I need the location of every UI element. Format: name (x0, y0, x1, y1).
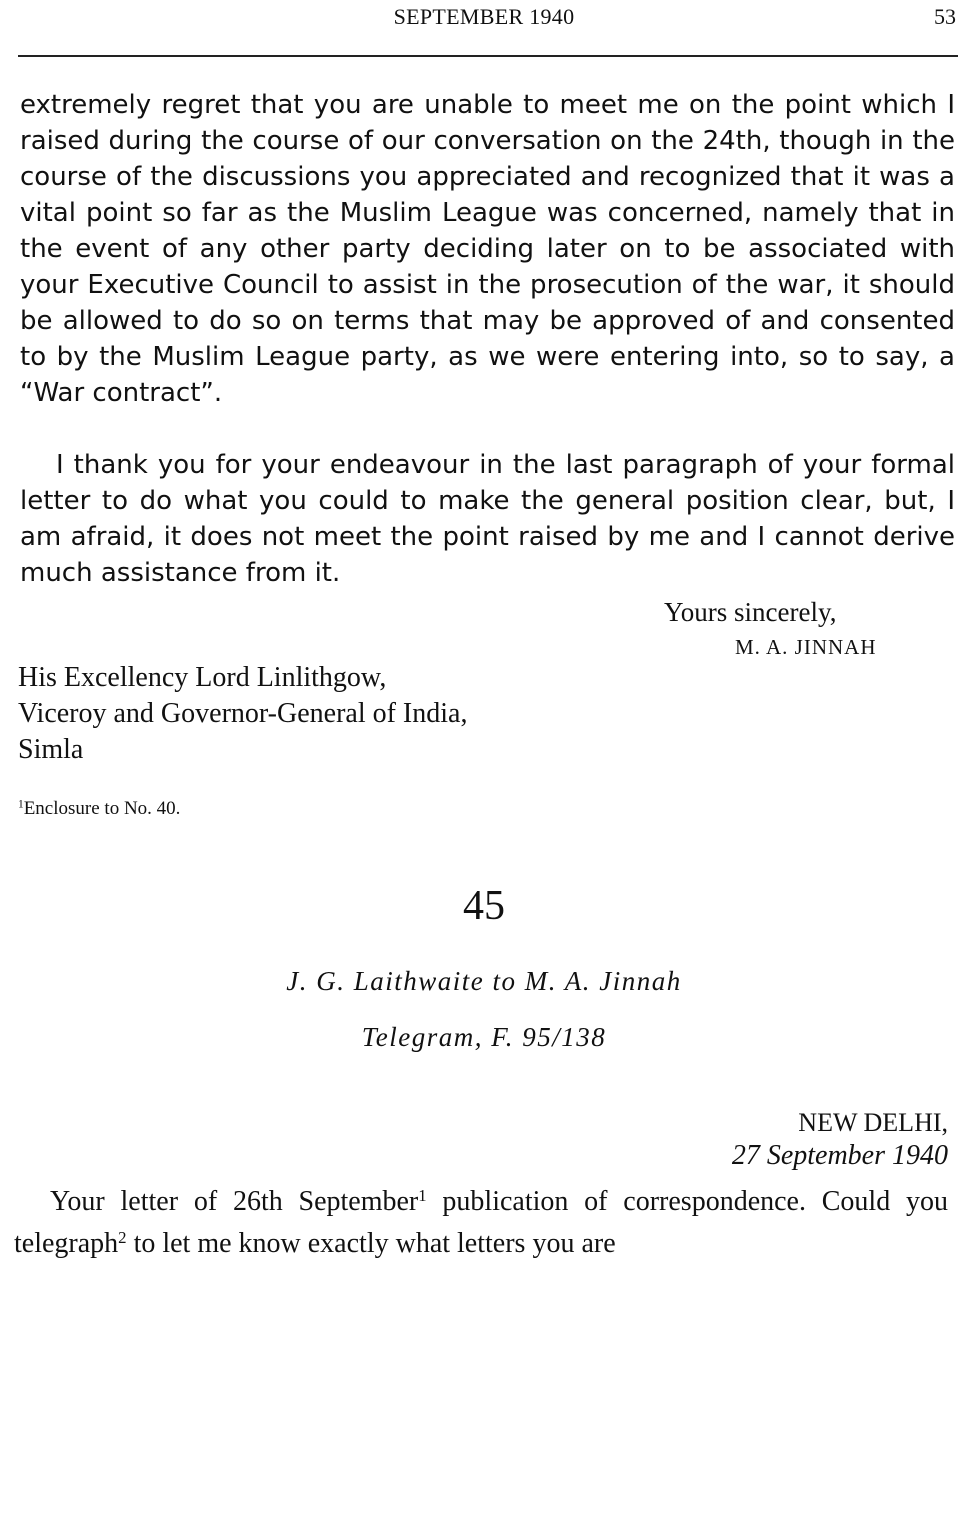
document-place: NEW DELHI, (798, 1108, 948, 1137)
header-divider (18, 55, 958, 57)
footnote-marker: 1 (18, 798, 24, 811)
footnote-reference-2: 2 (118, 1228, 127, 1248)
addressee-block (18, 660, 467, 768)
telegram-body-text: to let me know exactly what letters you are (126, 1228, 616, 1260)
letter-closing: Yours sincerely, (664, 597, 837, 627)
telegram-body-text: Your letter of 26th September (50, 1186, 419, 1218)
footnote (18, 798, 180, 820)
footnote-reference-1: 1 (418, 1186, 427, 1205)
document-subtitle: Telegram, F. 95/138 (361, 1022, 607, 1052)
addressee-line: His Excellency Lord Linlithgow, (18, 662, 387, 693)
addressee-line: Simla (18, 734, 84, 765)
telegram-body-text: publication of correspondence. Could you telegraph (14, 1186, 948, 1260)
document-title: J. G. Laithwaite to M. A. Jinnah (286, 966, 682, 996)
addressee-line: Viceroy and Governor-General of India, (18, 698, 468, 729)
letter-signature: M. A. JINNAH (735, 635, 877, 659)
document-number: 45 (463, 883, 505, 929)
footnote-text: Enclosure to No. 40. (23, 798, 181, 819)
document-date: 27 September 1940 (731, 1140, 948, 1171)
page-header-title: SEPTEMBER 1940 (393, 4, 575, 29)
letter-paragraph-2: I thank you for your endeavour in the last paragraph of your formal letter to do what you could to make the general position clear, but, I am afraid, it does not meet the point raised by me and I cannot derive much assistance from it. (20, 450, 955, 588)
letter-paragraph-1: extremely regret that you are unable to meet me on the point which I raised during the course of our conversation on the 24th, though in the course of the discussions you appreciated and recognized that it was a vital point so far as the Muslim League was concerned, namely that in the event of any other party deciding later on to be associated with your Executive Council to assist in the prosecution of the war, it should be allowed to do so on terms that may be approved of and consented to by the Muslim League party, as we were entering into, so to say, a “War contract”. (20, 90, 955, 408)
telegram-body (14, 1178, 948, 1262)
page-number: 53 (934, 4, 956, 29)
